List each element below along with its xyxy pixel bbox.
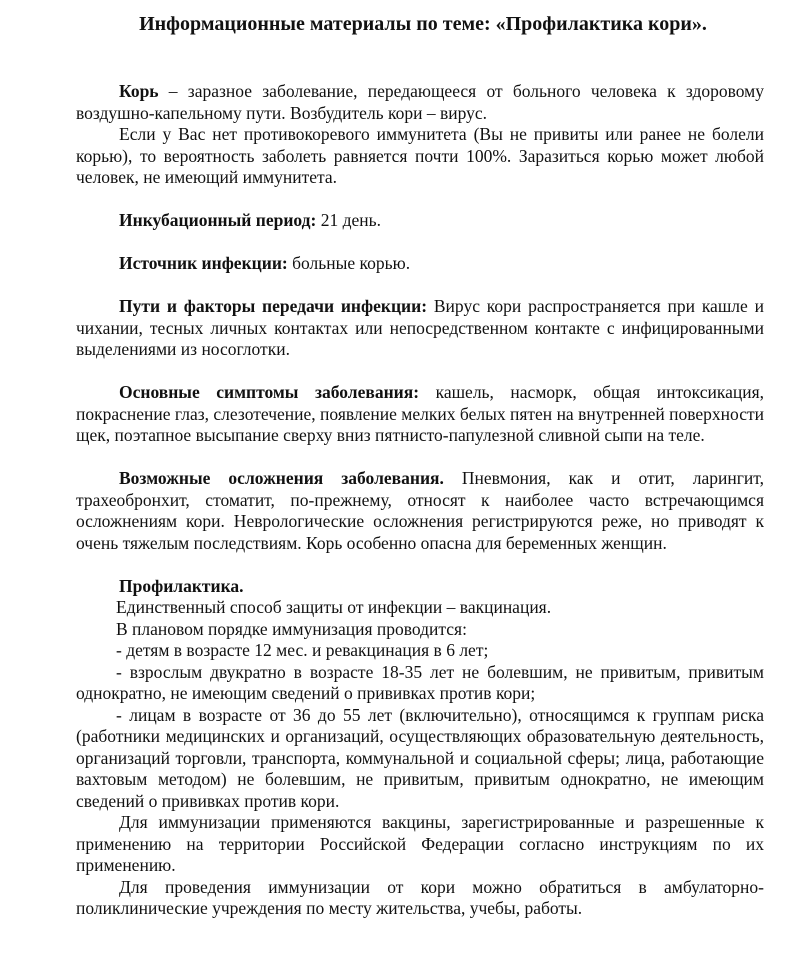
spacer — [76, 189, 764, 211]
term-measles: Корь — [119, 81, 159, 101]
paragraph-immunity: Если у Вас нет противокоревого иммунитета (Вы не привиты или ранее не болели корью), то вероятность заболеть равняется почти 100%. Заразиться корью может любой человек, не имеющий иммунитета. — [76, 124, 764, 187]
paragraph-definition — [76, 81, 764, 124]
symptoms-label: Основные симптомы заболевания: — [119, 382, 420, 402]
prevention-label: Профилактика. — [119, 575, 244, 596]
spacer — [76, 38, 764, 81]
spacer — [76, 232, 764, 254]
source-text: больные корью. — [287, 253, 411, 273]
prevention-line-2: В плановом порядке иммунизация проводится: — [116, 618, 467, 639]
document-page — [76, 10, 764, 920]
definition-text: – заразное заболевание, передающееся от больного человека к здоровому воздушно-капельному пути. Возбудитель кори – вирус. — [76, 81, 764, 123]
transmission-label: Пути и факторы передачи инфекции: — [119, 296, 428, 316]
paragraph-contact: Для проведения иммунизации от кори можно обратиться в амбулаторно-поликлинические учреждения по месту жительства, учебы, работы. — [76, 876, 764, 918]
spacer — [76, 554, 764, 576]
complications-text: Пневмония, как и отит, ларингит, трахеобронхит, стоматит, по-прежнему, относят к наиболее часто встречающимся осложнениям кори. Неврологические осложнения регистрируются реже, но приводят к очень тяжелым последствиям. Корь особенно опасна для беременных женщин. — [76, 468, 764, 553]
paragraph-vaccines: Для иммунизации применяются вакцины, зарегистрированные и разрешенные к применению на территории Российской Федерации согласно инструкциям по их применению. — [76, 812, 764, 875]
document-title: Информационные материалы по теме: «Профилактика кори». — [139, 13, 707, 35]
source-label: Источник инфекции: — [119, 253, 288, 273]
complications-label: Возможные осложнения заболевания. — [119, 468, 444, 488]
paragraph-incubation — [76, 210, 764, 232]
paragraph-complications — [76, 468, 764, 554]
list-item: - взрослым двукратно в возрасте 18-35 лет не болевшим, не привитым, привитым однократно, не имеющим сведений о прививках против кори; — [76, 661, 764, 703]
prevention-line-1: Единственный способ защиты от инфекции – вакцинация. — [116, 597, 552, 617]
transmission-text: Вирус кори распространяется при кашле и чихании, тесных личных контактах или непосредственном контакте с инфицированными выделениями из носоглотки. — [76, 296, 764, 359]
list-item: - детям в возрасте 12 мес. и ревакцинация в 6 лет; — [116, 640, 489, 660]
incubation-text: 21 день. — [316, 210, 382, 230]
spacer — [76, 275, 764, 297]
paragraph-transmission — [76, 296, 764, 361]
paragraph-source — [76, 253, 764, 275]
paragraph-symptoms — [76, 382, 764, 447]
symptoms-text: кашель, насморк, общая интоксикация, покраснение глаз, слезотечение, появление мелких белых пятен на внутренней поверхности щек, поэтапное высыпание сверху вниз пятнисто-папулезной сливной сыпи на теле. — [76, 382, 765, 445]
incubation-label: Инкубационный период: — [119, 210, 317, 230]
prevention-heading — [76, 576, 764, 598]
list-item: - лицам в возрасте от 36 до 55 лет (включительно), относящимся к группам риска (работники медицинских и организаций, осуществляющих образовательную деятельность, организаций торговли, транспорта, коммунальной и социальной сферы; лица, работающие вахтовым методом) не болевшим, не привитым, привитым однократно, не имеющим сведений о прививках против кори. — [76, 704, 764, 811]
spacer — [76, 447, 764, 469]
spacer — [76, 361, 764, 383]
